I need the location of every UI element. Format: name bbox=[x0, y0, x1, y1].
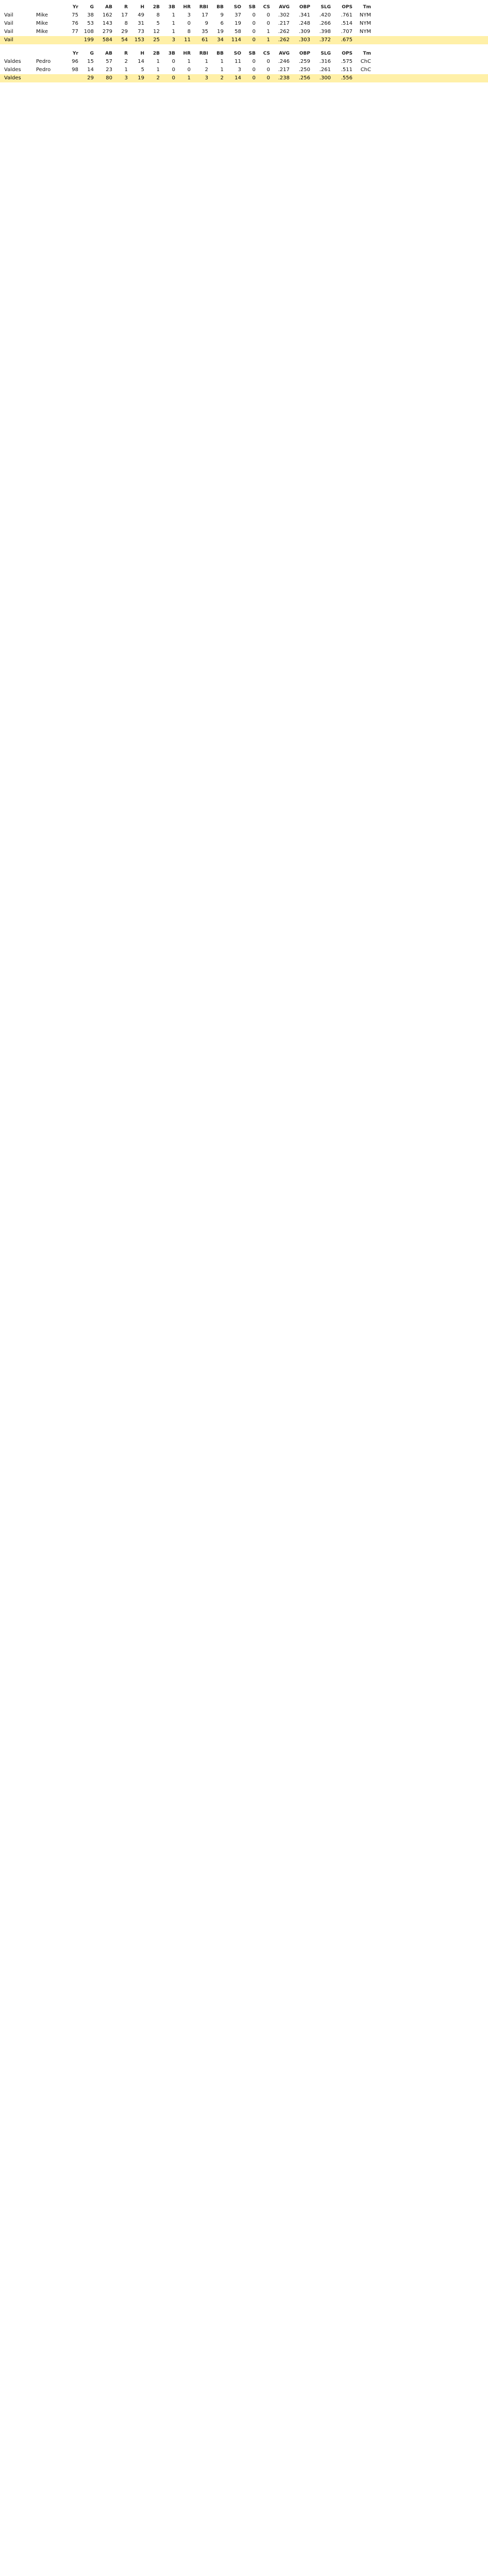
total-stat-obp: .256 bbox=[298, 75, 310, 81]
player-first-name: Mike bbox=[36, 29, 48, 35]
stat-g: 15 bbox=[87, 59, 94, 64]
stat-cs: 1 bbox=[266, 29, 270, 35]
player-first-name: Pedro bbox=[36, 59, 51, 64]
total-stat-rbi: 3 bbox=[205, 75, 208, 81]
total-stat-b3: 0 bbox=[172, 75, 175, 81]
player-first-name: Mike bbox=[36, 21, 48, 26]
total-stat-h: 19 bbox=[138, 75, 144, 81]
stat-h: 73 bbox=[138, 29, 144, 35]
total-stat-g: 199 bbox=[83, 37, 94, 43]
stat-bb: 19 bbox=[217, 29, 224, 35]
stat-ops: .575 bbox=[341, 59, 352, 64]
stat-ab: 162 bbox=[102, 12, 112, 18]
column-header-h: H bbox=[140, 5, 144, 10]
column-header-cs: CS bbox=[263, 51, 270, 56]
stat-so: 58 bbox=[234, 29, 241, 35]
total-stat-obp: .303 bbox=[298, 37, 310, 43]
total-stat-cs: 1 bbox=[266, 37, 270, 43]
total-stat-ab: 584 bbox=[102, 37, 112, 43]
total-stat-sb: 0 bbox=[252, 75, 256, 81]
column-header-b3: 3B bbox=[168, 51, 175, 56]
column-header-b2: 2B bbox=[153, 5, 160, 10]
column-header-avg: AVG bbox=[279, 51, 290, 56]
stat-r: 2 bbox=[124, 59, 128, 64]
total-stat-hr: 11 bbox=[184, 37, 191, 43]
total-label: Vail bbox=[4, 37, 13, 43]
stat-yr: 75 bbox=[72, 12, 78, 18]
season-row bbox=[0, 58, 488, 66]
stat-cs: 0 bbox=[266, 67, 270, 73]
column-header-b3: 3B bbox=[168, 5, 175, 10]
column-header-ops: OPS bbox=[342, 5, 352, 10]
stat-slg: .420 bbox=[319, 12, 331, 18]
stat-g: 38 bbox=[87, 12, 94, 18]
stat-b3: 1 bbox=[172, 21, 175, 26]
total-stat-r: 54 bbox=[121, 37, 128, 43]
stat-g: 14 bbox=[87, 67, 94, 73]
stat-slg: .266 bbox=[319, 21, 331, 26]
stat-b2: 1 bbox=[156, 67, 160, 73]
stat-r: 1 bbox=[124, 67, 128, 73]
stat-b2: 1 bbox=[156, 59, 160, 64]
column-header-ab: AB bbox=[105, 5, 112, 10]
column-header-slg: SLG bbox=[321, 51, 331, 56]
total-stat-ops: .556 bbox=[341, 75, 352, 81]
stat-avg: .302 bbox=[278, 12, 290, 18]
stat-rbi: 1 bbox=[205, 59, 208, 64]
stat-h: 14 bbox=[138, 59, 144, 64]
stat-sb: 0 bbox=[252, 21, 256, 26]
stat-slg: .261 bbox=[319, 67, 331, 73]
stat-hr: 1 bbox=[187, 59, 191, 64]
stat-tm: NYM bbox=[359, 21, 371, 26]
player-last-name: Valdes bbox=[4, 67, 21, 73]
stat-avg: .246 bbox=[278, 59, 290, 64]
stat-obp: .341 bbox=[298, 12, 310, 18]
column-header-yr: Yr bbox=[73, 5, 78, 10]
total-stat-hr: 1 bbox=[187, 75, 191, 81]
total-stat-b2: 25 bbox=[153, 37, 160, 43]
stat-b3: 1 bbox=[172, 12, 175, 18]
stat-bb: 6 bbox=[220, 21, 224, 26]
total-stat-slg: .372 bbox=[319, 37, 331, 43]
stat-rbi: 9 bbox=[205, 21, 208, 26]
stat-g: 53 bbox=[87, 21, 94, 26]
stat-sb: 0 bbox=[252, 12, 256, 18]
stat-rbi: 35 bbox=[201, 29, 208, 35]
stat-so: 19 bbox=[234, 21, 241, 26]
season-row bbox=[0, 20, 488, 28]
stat-yr: 98 bbox=[72, 67, 78, 73]
total-stat-rbi: 61 bbox=[201, 37, 208, 43]
column-header-obp: OBP bbox=[299, 51, 310, 56]
total-stat-h: 153 bbox=[134, 37, 144, 43]
stat-g: 108 bbox=[83, 29, 94, 35]
column-header-ops: OPS bbox=[342, 51, 352, 56]
column-header-sb: SB bbox=[248, 5, 256, 10]
stat-b3: 0 bbox=[172, 59, 175, 64]
stat-ab: 57 bbox=[106, 59, 112, 64]
player-last-name: Valdes bbox=[4, 59, 21, 64]
stat-bb: 1 bbox=[220, 67, 224, 73]
stat-sb: 0 bbox=[252, 29, 256, 35]
column-header-tm: Tm bbox=[363, 5, 371, 10]
stat-bb: 1 bbox=[220, 59, 224, 64]
player-last-name: Vail bbox=[4, 21, 13, 26]
total-stat-r: 3 bbox=[124, 75, 128, 81]
stat-h: 49 bbox=[138, 12, 144, 18]
total-stat-g: 29 bbox=[87, 75, 94, 81]
total-stat-avg: .262 bbox=[278, 37, 290, 43]
stat-so: 11 bbox=[234, 59, 241, 64]
column-header-so: SO bbox=[233, 5, 241, 10]
total-stat-slg: .300 bbox=[319, 75, 331, 81]
season-row bbox=[0, 28, 488, 36]
group-header-row bbox=[0, 3, 488, 11]
stat-bb: 9 bbox=[220, 12, 224, 18]
column-header-bb: BB bbox=[216, 5, 224, 10]
season-row bbox=[0, 66, 488, 74]
career-total-row bbox=[0, 74, 488, 82]
stat-slg: .316 bbox=[319, 59, 331, 64]
stat-yr: 96 bbox=[72, 59, 78, 64]
stat-h: 31 bbox=[138, 21, 144, 26]
stat-tm: ChC bbox=[360, 59, 371, 64]
stat-tm: NYM bbox=[359, 29, 371, 35]
column-header-tm: Tm bbox=[363, 51, 371, 56]
stat-r: 17 bbox=[121, 12, 128, 18]
stat-rbi: 2 bbox=[205, 67, 208, 73]
column-header-yr: Yr bbox=[73, 51, 78, 56]
career-total-row bbox=[0, 36, 488, 44]
stat-avg: .217 bbox=[278, 21, 290, 26]
stat-sb: 0 bbox=[252, 59, 256, 64]
stat-avg: .217 bbox=[278, 67, 290, 73]
column-header-b2: 2B bbox=[153, 51, 160, 56]
column-header-obp: OBP bbox=[299, 5, 310, 10]
stat-b2: 12 bbox=[153, 29, 160, 35]
player-first-name: Pedro bbox=[36, 67, 51, 73]
stat-hr: 0 bbox=[187, 67, 191, 73]
column-header-ab: AB bbox=[105, 51, 112, 56]
stat-obp: .248 bbox=[298, 21, 310, 26]
stat-obp: .250 bbox=[298, 67, 310, 73]
column-header-g: G bbox=[90, 51, 94, 56]
stat-cs: 0 bbox=[266, 21, 270, 26]
total-stat-avg: .238 bbox=[278, 75, 290, 81]
stat-b2: 5 bbox=[156, 21, 160, 26]
column-header-r: R bbox=[124, 51, 128, 56]
stat-b3: 0 bbox=[172, 67, 175, 73]
stat-yr: 76 bbox=[72, 21, 78, 26]
column-header-h: H bbox=[140, 51, 144, 56]
stat-yr: 77 bbox=[72, 29, 78, 35]
stat-b3: 1 bbox=[172, 29, 175, 35]
column-header-hr: HR bbox=[183, 5, 191, 10]
total-stat-so: 14 bbox=[234, 75, 241, 81]
stat-so: 3 bbox=[238, 67, 241, 73]
total-stat-b2: 2 bbox=[156, 75, 160, 81]
total-stat-so: 114 bbox=[231, 37, 241, 43]
column-header-avg: AVG bbox=[279, 5, 290, 10]
total-stat-bb: 2 bbox=[220, 75, 224, 81]
stat-ops: .511 bbox=[341, 67, 352, 73]
stat-cs: 0 bbox=[266, 59, 270, 64]
stat-tm: NYM bbox=[359, 12, 371, 18]
column-header-bb: BB bbox=[216, 51, 224, 56]
stat-rbi: 17 bbox=[201, 12, 208, 18]
column-header-so: SO bbox=[233, 51, 241, 56]
stat-slg: .398 bbox=[319, 29, 331, 35]
season-row bbox=[0, 11, 488, 20]
player-last-name: Vail bbox=[4, 29, 13, 35]
column-header-slg: SLG bbox=[321, 5, 331, 10]
stat-ops: .707 bbox=[341, 29, 352, 35]
total-stat-sb: 0 bbox=[252, 37, 256, 43]
column-header-cs: CS bbox=[263, 5, 270, 10]
column-header-rbi: RBI bbox=[199, 51, 208, 56]
column-header-r: R bbox=[124, 5, 128, 10]
stat-so: 37 bbox=[234, 12, 241, 18]
stat-obp: .259 bbox=[298, 59, 310, 64]
total-stat-bb: 34 bbox=[217, 37, 224, 43]
stat-avg: .262 bbox=[278, 29, 290, 35]
stat-tm: ChC bbox=[360, 67, 371, 73]
stat-ops: .514 bbox=[341, 21, 352, 26]
stat-cs: 0 bbox=[266, 12, 270, 18]
stat-obp: .309 bbox=[298, 29, 310, 35]
column-header-rbi: RBI bbox=[199, 5, 208, 10]
total-stat-b3: 3 bbox=[172, 37, 175, 43]
stat-b2: 8 bbox=[156, 12, 160, 18]
column-header-sb: SB bbox=[248, 51, 256, 56]
total-stat-ops: .675 bbox=[341, 37, 352, 43]
stat-ab: 23 bbox=[106, 67, 112, 73]
total-stat-ab: 80 bbox=[106, 75, 112, 81]
stat-h: 5 bbox=[141, 67, 144, 73]
stat-ab: 143 bbox=[102, 21, 112, 26]
player-first-name: Mike bbox=[36, 12, 48, 18]
stat-hr: 3 bbox=[187, 12, 191, 18]
stat-ops: .761 bbox=[341, 12, 352, 18]
stat-r: 29 bbox=[121, 29, 128, 35]
column-header-hr: HR bbox=[183, 51, 191, 56]
column-header-g: G bbox=[90, 5, 94, 10]
stat-hr: 0 bbox=[187, 21, 191, 26]
stat-hr: 8 bbox=[187, 29, 191, 35]
stat-ab: 279 bbox=[102, 29, 112, 35]
group-header-row bbox=[0, 49, 488, 58]
total-stat-cs: 0 bbox=[266, 75, 270, 81]
total-label: Valdes bbox=[4, 75, 21, 81]
stat-sb: 0 bbox=[252, 67, 256, 73]
stat-r: 8 bbox=[124, 21, 128, 26]
player-last-name: Vail bbox=[4, 12, 13, 18]
